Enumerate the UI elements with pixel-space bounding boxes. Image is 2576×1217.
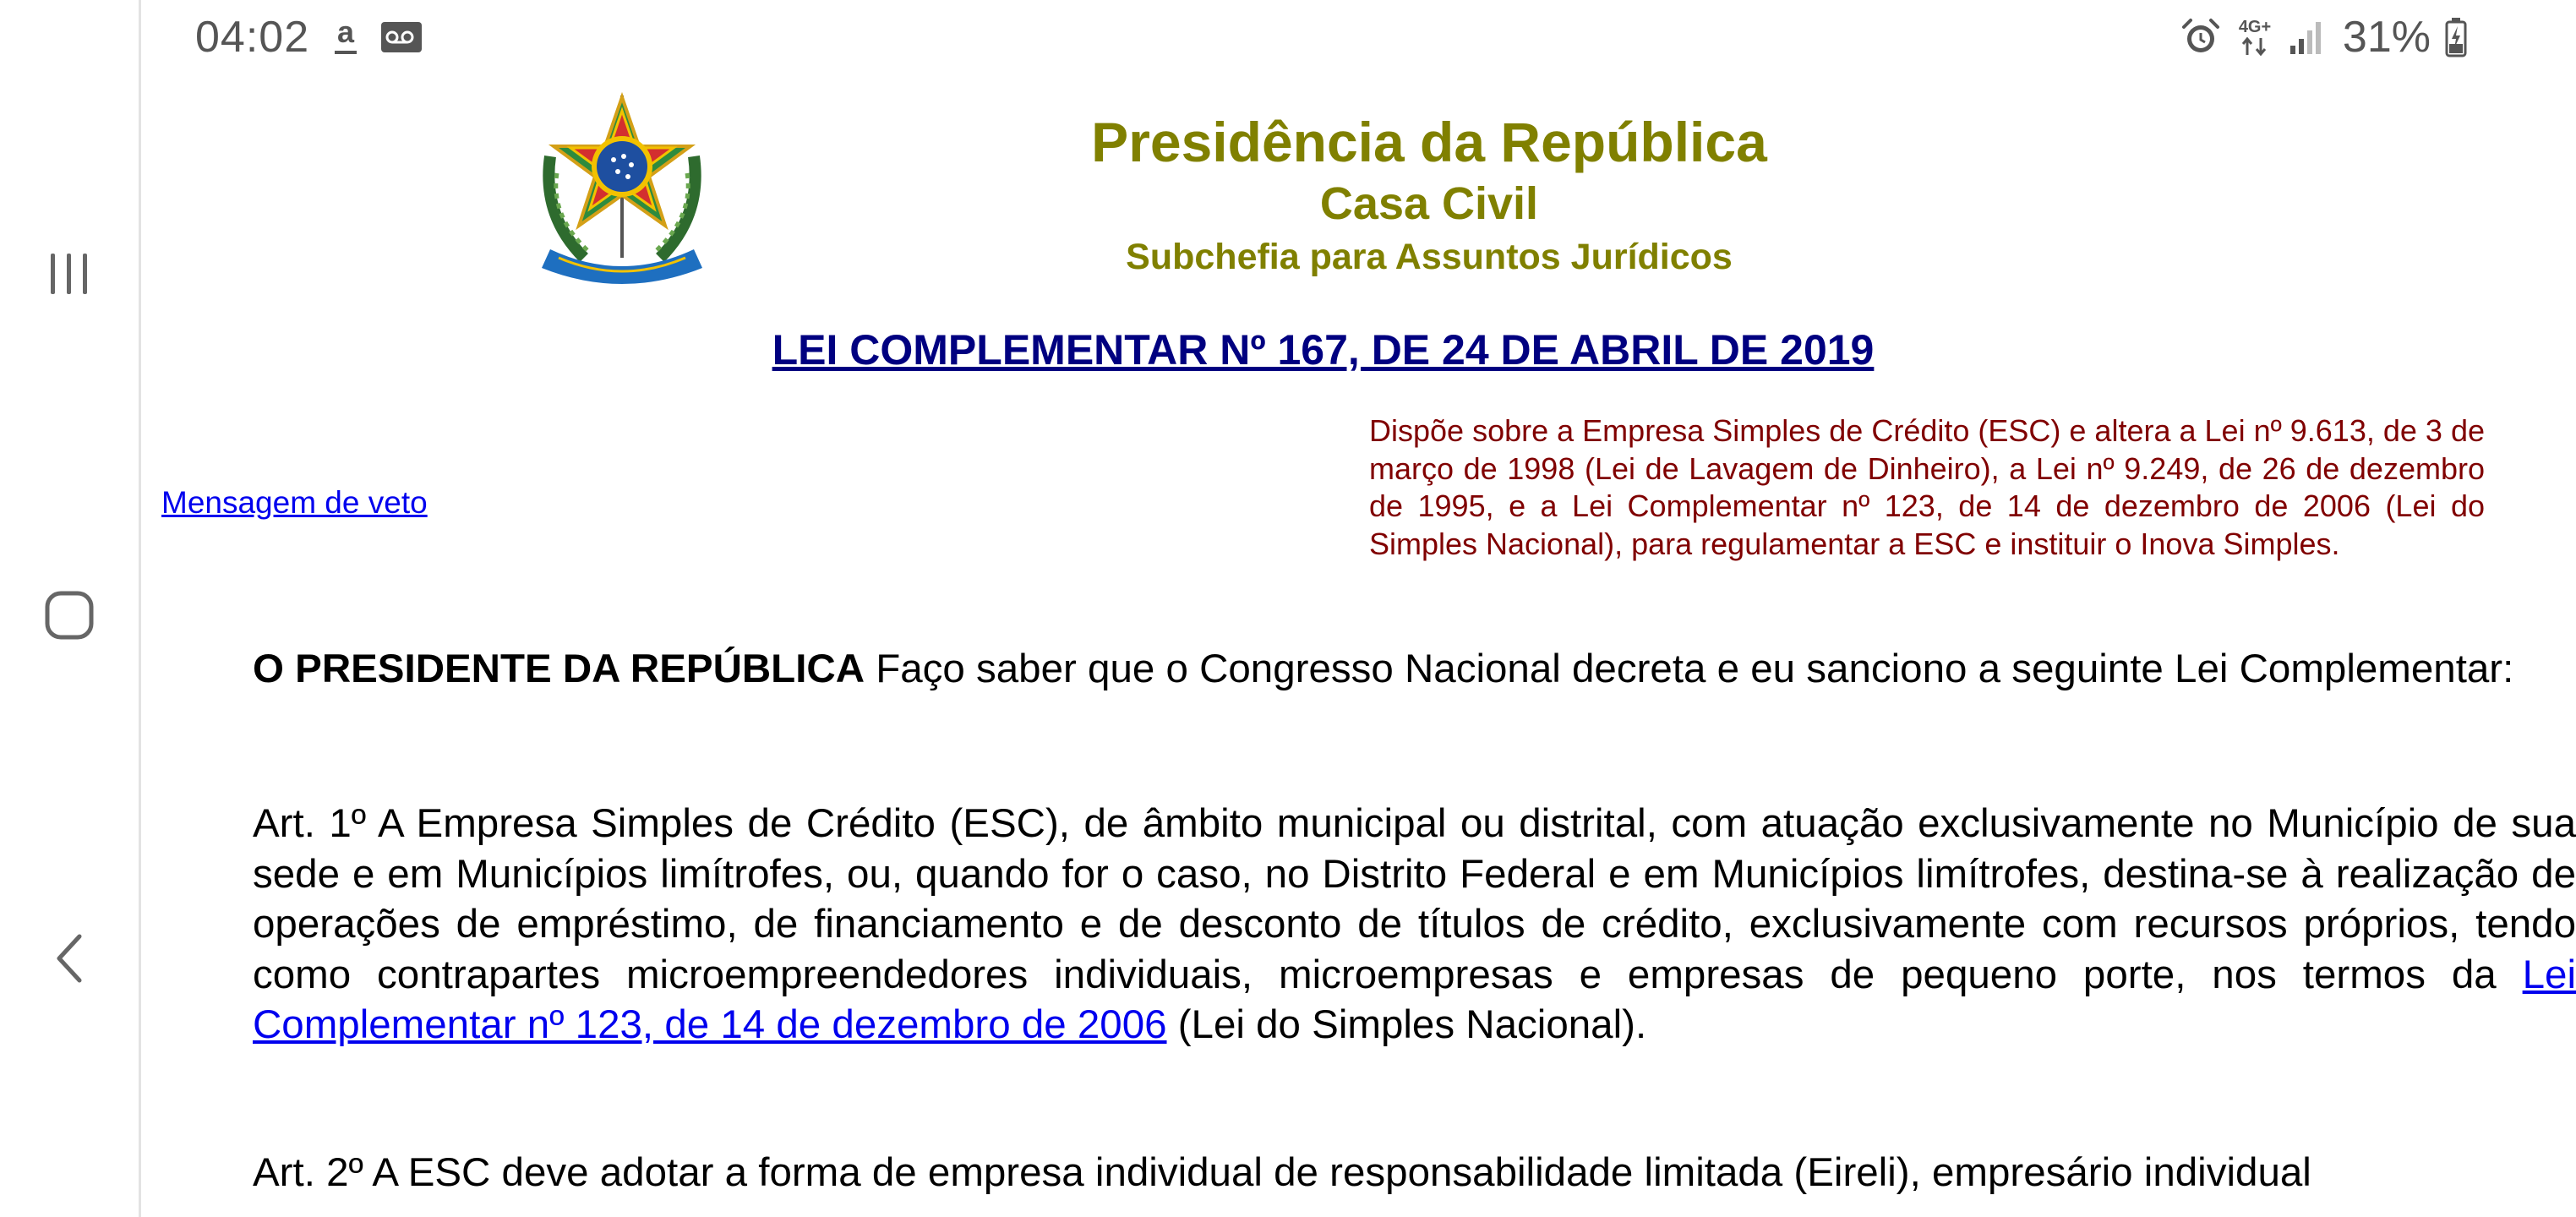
alarm-icon xyxy=(2180,17,2221,57)
page-subtitle-secondary: Subchefia para Assuntos Jurídicos xyxy=(1126,237,1733,277)
article-2-paragraph xyxy=(161,1148,2576,1198)
signal-icon xyxy=(2289,19,2322,56)
recent-apps-button[interactable] xyxy=(34,238,105,309)
law-summary: Dispõe sobre a Empresa Simples de Crédito (ESC) e altera a Lei nº 9.613, de 3 de março de 1998 (Lei de Lavagem de Dinheiro), a Lei nº 9.249, de 26 de dezembro de 1995, e a Lei Complementar nº 123, de 14 de dezembro de 2006 (Lei do Simples Nacional), para regulamentar a ESC e instituir o Inova Simples. xyxy=(1369,413,2485,561)
intro-bold: O PRESIDENTE DA REPÚBLICA xyxy=(253,647,865,691)
law-title[interactable]: LEI COMPLEMENTAR Nº 167, DE 24 DE ABRIL DE 2019 xyxy=(772,326,1875,374)
document-page xyxy=(161,76,2576,1217)
svg-text:4G+: 4G+ xyxy=(2238,18,2272,36)
article-2-text: Art. 2º A ESC deve adotar a forma de empresa individual de responsabilidade limitada (Eireli), empresário individual xyxy=(253,1150,2311,1195)
amazon-icon xyxy=(332,14,359,57)
status-time: 04:02 xyxy=(195,13,310,62)
recent-apps-icon xyxy=(46,250,93,297)
page-subtitle: Casa Civil xyxy=(1319,178,1539,229)
navigation-bar xyxy=(0,0,141,1217)
home-icon xyxy=(43,589,96,641)
back-button[interactable] xyxy=(34,923,105,994)
lc-123-link[interactable]: Lei Complementar nº 123, de 14 de dezembro de 2006 xyxy=(253,952,2576,1047)
intro-paragraph xyxy=(161,644,2576,695)
battery-percent: 31% xyxy=(2342,13,2431,62)
page-title: Presidência da República xyxy=(1091,111,1767,173)
article-1-text: Art. 1º A Empresa Simples de Crédito (ESC), de âmbito municipal ou distrital, com atuação exclusivamente no Município de sua sede e em Municípios limítrofes, ou, quando for o caso, no Distrito Federal e em Municípios limítrofes, destina-se à realização de operações de empréstimo, de financiamento e de desconto de títulos de crédito, exclusivamente com recursos próprios, tendo como contrapartes microempreendedores individuais, microempresas e empresas de pequeno porte, nos termos da xyxy=(253,801,2576,997)
intro-text: Faço saber que o Congresso Nacional decreta e eu sanciono a seguinte Lei Complementar: xyxy=(865,647,2514,691)
home-button[interactable] xyxy=(34,580,105,651)
4g-data-icon xyxy=(2235,16,2275,58)
svg-text:a: a xyxy=(336,14,355,49)
veto-message-link[interactable]: Mensagem de veto xyxy=(161,485,428,520)
status-bar xyxy=(141,0,2502,76)
header-titles xyxy=(922,108,1936,282)
article-1-suffix: (Lei do Simples Nacional). xyxy=(1166,1002,1647,1047)
article-1-paragraph xyxy=(161,799,2576,1051)
back-icon xyxy=(51,931,88,985)
voicemail-icon xyxy=(379,19,423,56)
brazil-coat-of-arms-image xyxy=(533,89,711,292)
battery-icon xyxy=(2444,16,2468,58)
